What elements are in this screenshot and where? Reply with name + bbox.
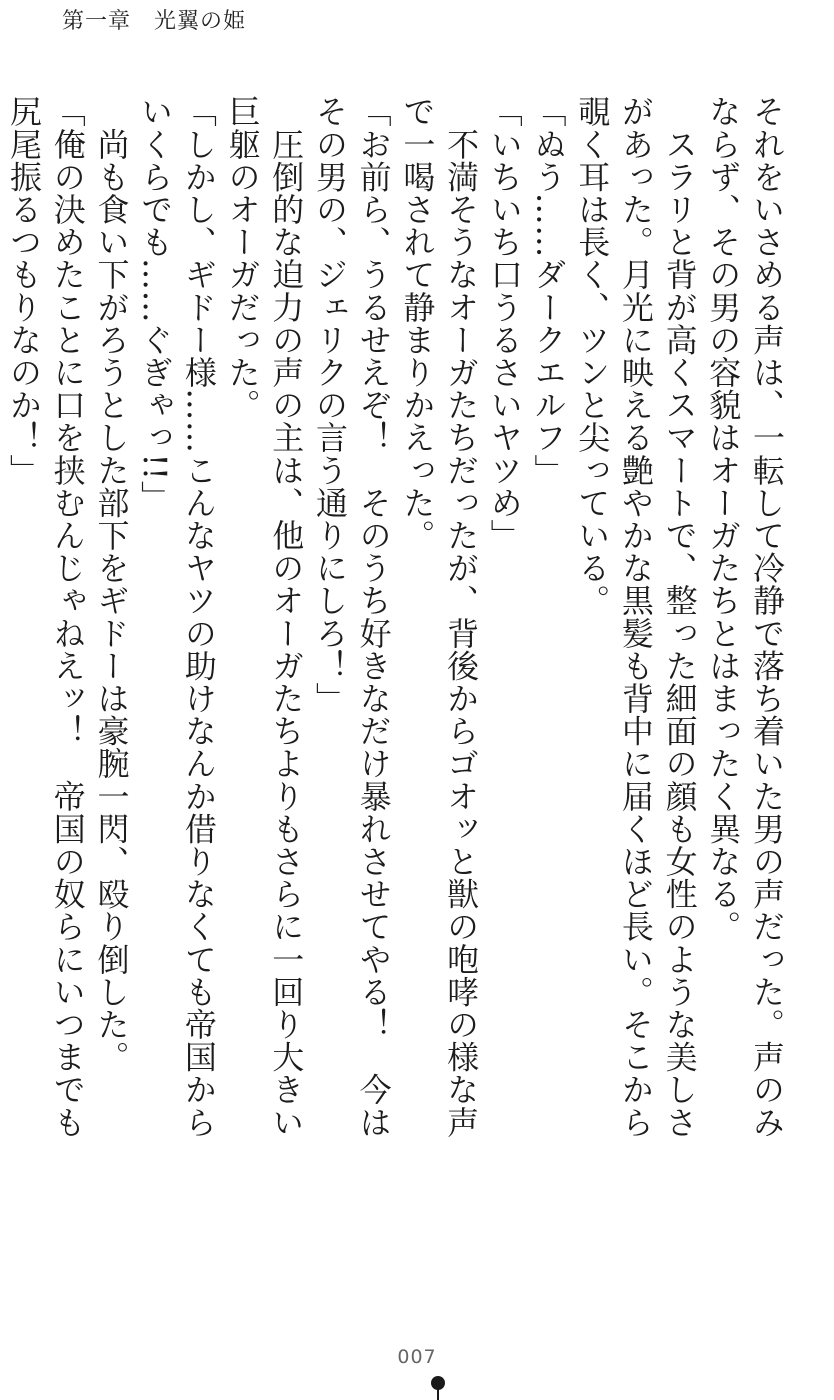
paragraph: スラリと背が高くスマートで、整った細面の顔も女性のような美しさがあった。月光に映える艶やかな黒髪も背中に届くほど長い。そこから覗く耳は長く、ツンと尖っている。 — [573, 95, 699, 1139]
dialogue-line: 「いちいち口うるさいヤツめ」 — [485, 95, 524, 552]
dialogue-line: 「しかし、ギドー様……こんなヤツの助けなんか借りなくても帝国からいくらでも……ぐぎゃっ!!」 — [136, 95, 218, 1139]
paragraph: 圧倒的な迫力の声の主は、他のオーガたちよりもさらに一回り大きい巨躯のオーガだった。 — [223, 95, 306, 1139]
running-header: 第一章 光翼の姫 — [62, 9, 247, 34]
page-number: 007 — [397, 1346, 437, 1368]
paragraph: 尚も食い下がろうとした部下をギドーは豪腕一閃、殴り倒した。 — [92, 95, 131, 1073]
dialogue-line: 「お前ら、うるせえぞ！ そのうち好きなだけ暴れさせてやる！ 今はその男の、ジェリクの言う通りにしろ！」 — [310, 95, 393, 1139]
dialogue-line: 「ぬう……ダークエルフ」 — [529, 95, 568, 487]
paragraph: それをいさめる声は、一転して冷静で落ち着いた男の声だった。声のみならず、その男の容貌はオーガたちとはまったく異なる。 — [704, 95, 786, 1139]
paragraph: 不満そうなオーガたちだったが、背後からゴオッと獣の咆哮の様な声で一喝されて静まりかえった。 — [398, 95, 481, 1139]
folio-ornament-stem — [437, 1388, 439, 1400]
dialogue-line: 「俺の決めたことに口を挟むんじゃねえッ！ 帝国の奴らにいつまでも尻尾振るつもりなのか！」 — [5, 95, 87, 1139]
body-text — [0, 95, 788, 1165]
